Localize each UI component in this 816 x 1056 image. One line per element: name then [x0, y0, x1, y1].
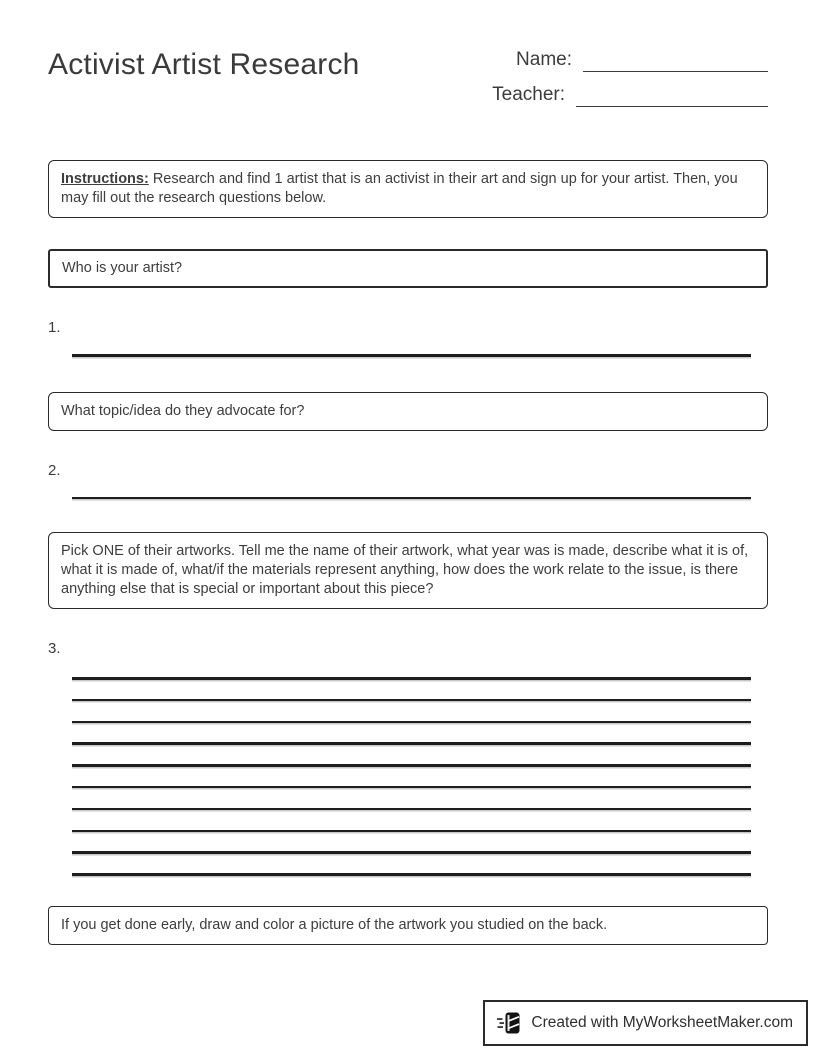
answer-lines-group	[48, 677, 768, 876]
answer-line[interactable]	[72, 808, 751, 811]
answer-line[interactable]	[72, 764, 751, 767]
worksheet-maker-logo-icon	[497, 1010, 522, 1036]
question-prompt: Pick ONE of their artworks. Tell me the name of their artwork, what year was is made, describe what it is of, what it is made of, what/if the materials represent anything, how does the work relate to the issue, is there anything else that is special or important about this piece?	[61, 543, 749, 597]
credit-badge	[483, 1000, 808, 1046]
instructions-box	[48, 160, 768, 218]
question-prompt-box-artwork	[48, 532, 768, 609]
answer-line[interactable]	[72, 354, 751, 357]
name-row	[516, 48, 768, 72]
instructions-text: Research and find 1 artist that is an activist in their art and sign up for your artist. Then, you may fill out the research questions below.	[61, 171, 738, 206]
early-finish-note: If you get done early, draw and color a picture of the artwork you studied on the back.	[61, 916, 608, 933]
teacher-row	[492, 83, 768, 107]
question-number: 2.	[48, 461, 61, 479]
answer-line[interactable]	[72, 699, 751, 702]
name-label: Name:	[516, 49, 572, 70]
answer-line[interactable]	[72, 873, 751, 876]
teacher-label: Teacher:	[492, 84, 565, 105]
question-prompt: Who is your artist?	[62, 260, 183, 276]
page-title: Activist Artist Research	[48, 48, 360, 81]
teacher-write-line[interactable]	[576, 84, 768, 107]
worksheet-content	[48, 0, 768, 945]
question-number: 1.	[48, 319, 61, 336]
credit-text: Created with MyWorksheetMaker.com	[531, 1014, 793, 1031]
question-prompt: What topic/idea do they advocate for?	[61, 402, 305, 419]
name-write-line[interactable]	[583, 49, 768, 72]
early-finish-note-box	[48, 906, 768, 945]
answer-line[interactable]	[72, 721, 751, 724]
question-number: 3.	[48, 640, 61, 657]
question-prompt-box-topic	[48, 392, 768, 431]
answer-line[interactable]	[72, 786, 751, 789]
answer-line[interactable]	[72, 742, 751, 745]
student-info-block	[492, 46, 768, 107]
worksheet-header	[48, 0, 768, 107]
answer-line[interactable]	[72, 677, 751, 680]
answer-line[interactable]	[72, 830, 751, 833]
question-prompt-box-who-artist	[48, 249, 768, 288]
instructions-label: Instructions:	[61, 171, 149, 187]
answer-line[interactable]	[72, 851, 751, 854]
answer-line[interactable]	[72, 497, 751, 500]
